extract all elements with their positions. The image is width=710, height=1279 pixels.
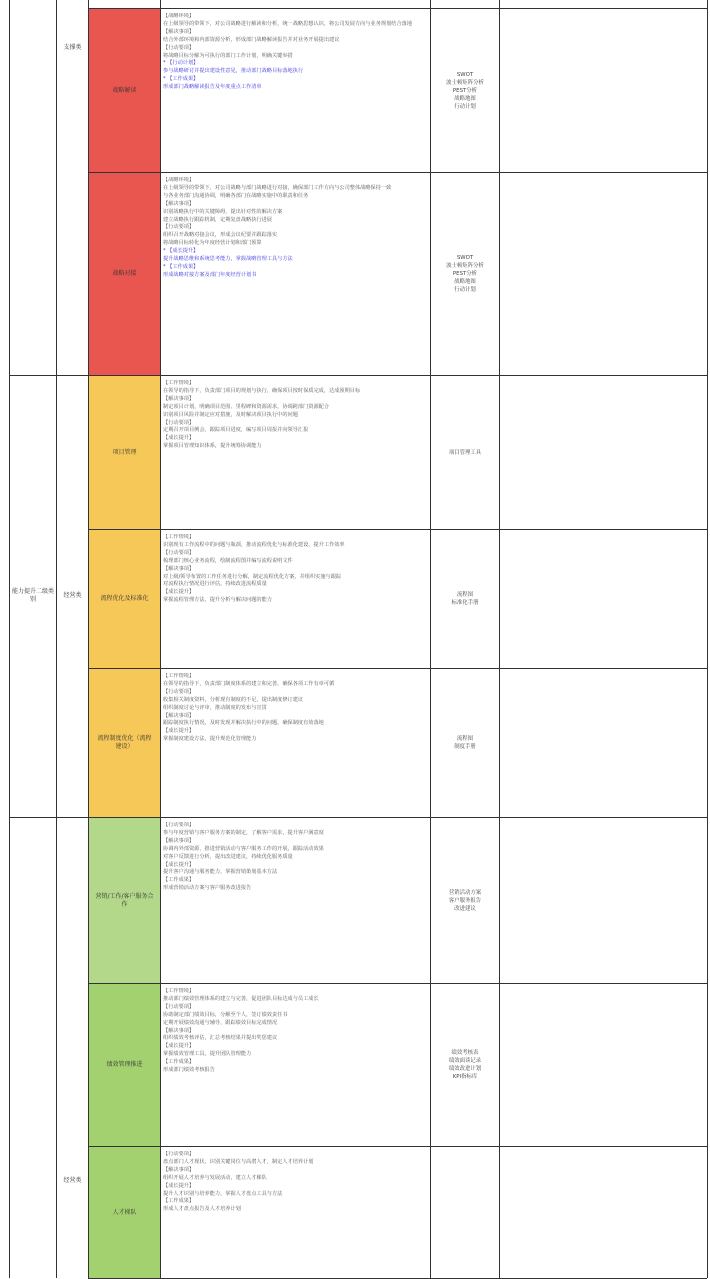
outcome-item: 战略地图 <box>454 279 476 285</box>
outcome-item: 绩效考核表 <box>451 1050 479 1056</box>
description-cell <box>163 988 427 1144</box>
group-label: 能力提升二级类别 <box>11 588 54 603</box>
description-line: 定期召开项目例会，跟踪项目进度，编写项目周报并向领导汇报 <box>163 427 309 434</box>
description-cell <box>163 534 427 666</box>
description-line: 跟踪制度执行情况，及时发现并解决执行中的问题，确保制度有效落地 <box>163 720 324 727</box>
highlight-line: * 【工作成果】 <box>163 76 199 83</box>
description-line: 【行动要项】 <box>163 1151 195 1157</box>
outcome-cell <box>432 669 498 817</box>
description-line: 掌握项目管理知识体系，提升统筹协调能力 <box>163 443 262 450</box>
highlight-line: 形成战略对接方案及部门年度经营计划书 <box>163 271 257 278</box>
sub-category-label: 经营类 <box>63 592 82 599</box>
description-line: 协调内外部资源，推进营销活动与客户服务工作的开展，跟踪活动效果 <box>163 845 324 852</box>
grid-row-line <box>88 1146 707 1147</box>
description-line: 【工作情境】 <box>163 673 195 679</box>
description-line: 【成长提升】 <box>163 1043 195 1050</box>
sub-category-label: 支撑类 <box>63 44 82 51</box>
outcome-item: 流程图 <box>456 736 474 742</box>
description-line: 【解决事项】 <box>163 712 195 719</box>
description-line: 提升客户沟通与服务能力，掌握营销策划基本方法 <box>163 869 278 876</box>
competency-cell: 战略解读 <box>89 9 160 172</box>
description-line: 【成长提升】 <box>163 728 195 735</box>
description-cell <box>163 673 427 815</box>
outcome-list <box>452 591 479 607</box>
highlight-line: * 【工作成果】 <box>163 263 199 270</box>
outcome-cell <box>432 173 498 375</box>
description-line: 与各业务部门沟通协调，明确各部门在战略实施中的职责和任务 <box>163 192 309 199</box>
outcome-item: PEST分析 <box>452 87 478 94</box>
grid-row-line <box>88 529 707 530</box>
highlight-line: 形成部门战略解读报告及年度重点工作清单 <box>163 84 262 91</box>
outcome-list <box>454 735 476 751</box>
outcome-item: SWOT <box>456 71 474 78</box>
outcome-item: 绩效面谈记录 <box>448 1058 482 1064</box>
outcome-item: 项目管理工具 <box>448 449 482 456</box>
outcome-cell <box>432 9 498 172</box>
outcome-list <box>446 254 484 294</box>
description-line: 建立战略执行跟踪机制，定期复盘战略执行进展 <box>163 216 272 223</box>
description-line: 【解决事项】 <box>163 1166 195 1173</box>
sub-category-label: 经营类 <box>63 1177 82 1184</box>
description-line: 形成营销活动方案与客户服务改进报告 <box>163 885 252 892</box>
grid-column-line <box>707 0 708 1278</box>
competency-cell: 战略对接 <box>89 173 160 375</box>
outcome-item: 行动计划 <box>454 287 476 293</box>
grid-row-line <box>88 983 707 984</box>
competency-cell: 流程优化及标准化 <box>89 530 160 668</box>
description-line: 【行动要项】 <box>163 224 195 231</box>
description-line: 掌握流程管理方法，提升分析与解决问题的能力 <box>163 597 272 604</box>
description-line: 组织制度讨论与评审，推动制度的发布与宣贯 <box>163 704 267 711</box>
description-line: 将战略目标分解为可执行的部门工作计划，明确关键举措 <box>163 52 293 59</box>
outcome-item: 改进建议 <box>454 905 476 912</box>
outcome-item: 波士顿矩阵分析 <box>446 79 484 86</box>
outcome-item: PEST分析 <box>452 271 478 277</box>
description-line: 形成人才盘点报告及人才培养计划 <box>163 1206 241 1213</box>
description-line: 【战略环境】 <box>163 177 195 183</box>
description-line: 【工作情境】 <box>163 380 195 386</box>
description-line: 【解决事项】 <box>163 565 195 572</box>
description-line: 制定项目计划，明确项目范围、里程碑和资源需求，协调跨部门资源配合 <box>163 403 330 410</box>
outcome-item: 战略地图 <box>454 95 476 102</box>
highlight-line: * 【成长提升】 <box>163 248 199 255</box>
outcome-list <box>449 1049 481 1081</box>
outcome-cell <box>432 818 498 983</box>
highlight-line: * 【行动计划】 <box>163 60 199 67</box>
description-line: 【行动要项】 <box>163 688 195 695</box>
description-line: 【战略环境】 <box>163 13 195 19</box>
description-line: 参与年度营销与客户服务方案的制定，了解客户需求，提升客户满意度 <box>163 829 324 836</box>
description-line: 【行动要项】 <box>163 1003 195 1010</box>
competency-cell: 营销/工作/客户服务合作 <box>89 818 160 983</box>
outcome-list <box>449 449 481 457</box>
grid-column-line <box>160 0 161 1278</box>
outcome-cell <box>432 530 498 668</box>
outcome-item: 制度手册 <box>454 744 476 750</box>
description-cell <box>163 177 427 373</box>
description-line: 盘点部门人才现状，识别关键岗位与高潜人才，制定人才培养计划 <box>163 1158 314 1165</box>
description-line: 【成长提升】 <box>163 1182 195 1189</box>
description-line: 【解决事项】 <box>163 1027 195 1034</box>
description-line: 【行动要项】 <box>163 44 195 51</box>
description-line: 掌握制度建设方法，提升规范化管理能力 <box>163 736 257 743</box>
description-line: 【行动要项】 <box>163 822 195 828</box>
description-line: 对上级/领导布置的工作任务进行分解，制定流程优化方案，并组织实施与跟踪 <box>163 573 342 580</box>
description-line: 结合外部环境和内部资源分析，形成部门战略解读报告并对业务开展提出建议 <box>163 36 340 43</box>
description-line: 在领导的指导下，负责部门项目的规划与执行，确保项目按时保质完成，达成预期目标 <box>163 387 361 394</box>
description-line: 协助制定部门绩效目标，分解至个人，签订绩效责任书 <box>163 1011 288 1018</box>
outcome-item: 绩效改进计划 <box>448 1066 482 1072</box>
description-cell <box>163 13 427 170</box>
description-line: 掌握绩效管理工具，提升团队管理能力 <box>163 1051 252 1058</box>
grid-row-line <box>88 668 707 669</box>
description-cell <box>163 380 427 527</box>
description-line: 【工作情境】 <box>163 534 195 540</box>
description-line: 【解决事项】 <box>163 395 195 402</box>
description-line: 【工作成果】 <box>163 877 195 884</box>
description-line: 在上级领导的带领下，对公司战略进行解读和分析，统一战略思想认识，将公司发展方向与业务规划结合落地 <box>163 20 413 27</box>
description-line: 在领导的指导下，负责部门制度体系的建立和完善，确保各项工作有章可循 <box>163 680 335 687</box>
outcome-item: 行动计划 <box>454 103 476 110</box>
description-line: 【工作成果】 <box>163 1059 195 1066</box>
outcome-cell <box>432 984 498 1146</box>
competency-cell: 流程制度优化（流程建设） <box>89 669 160 817</box>
grid-row-line <box>88 172 707 173</box>
description-line: 【成长提升】 <box>163 435 195 442</box>
description-cell <box>163 822 427 981</box>
outcome-cell <box>432 376 498 529</box>
description-line: 推动部门绩效管理体系的建立与完善，促进团队目标达成与员工成长 <box>163 995 319 1002</box>
outcome-item: 客户服务报告 <box>448 897 482 904</box>
description-line: 识别现有工作流程中的问题与瓶颈，推动流程优化与标准化建设，提升工作效率 <box>163 541 345 548</box>
description-line: 组织开展人才培养与发展活动，建立人才梯队 <box>163 1174 267 1181</box>
description-line: 对流程执行情况进行评估，持续改进流程质量 <box>163 581 267 588</box>
outcome-item: 营销活动方案 <box>448 889 482 896</box>
description-line: 【成长提升】 <box>163 861 195 868</box>
description-line: 组织绩效考核评估，汇总考核结果并提出奖惩建议 <box>163 1035 278 1042</box>
description-line: 【解决事项】 <box>163 28 195 35</box>
outcome-list <box>446 71 484 111</box>
highlight-line: 提升战略思维和系统思考能力，掌握战略管理工具与方法 <box>163 256 293 263</box>
outcome-cell <box>432 1147 498 1278</box>
description-line: 收集相关制度资料，分析现有制度的不足，提出制度修订建议 <box>163 696 304 703</box>
description-line: 识别项目风险并制定应对措施，及时解决项目执行中的问题 <box>163 411 298 418</box>
grid-column-line <box>499 0 500 1278</box>
description-line: 对客户反馈进行分析，提出改进建议，持续优化服务质量 <box>163 853 293 860</box>
grid-column-line <box>430 0 431 1278</box>
grid-row-line <box>88 8 707 9</box>
description-line: 【解决事项】 <box>163 200 195 207</box>
description-line: 【解决事项】 <box>163 837 195 844</box>
description-line: 【成长提升】 <box>163 589 195 596</box>
description-line: 将战略目标转化为年度经营计划和部门预算 <box>163 240 262 247</box>
description-line: 【行动要项】 <box>163 549 195 556</box>
description-cell <box>163 1151 427 1276</box>
description-line: 提升人才识别与培养能力，掌握人才盘点工具与方法 <box>163 1190 283 1197</box>
highlight-line: 参与战略研讨并提出建设性意见，推动部门战略目标落地执行 <box>163 68 304 75</box>
outcome-item: KPI指标库 <box>452 1074 478 1080</box>
description-line: 形成部门绩效考核报告 <box>163 1067 215 1074</box>
description-line: 【工作情境】 <box>163 988 195 994</box>
outcome-item: 标准化手册 <box>451 600 479 606</box>
competency-cell: 人才梯队 <box>89 1147 160 1278</box>
description-line: 【行动要项】 <box>163 419 195 426</box>
outcome-item: 波士顿矩阵分析 <box>446 263 484 269</box>
competency-cell: 项目管理 <box>89 376 160 529</box>
outcome-list <box>449 889 481 913</box>
description-line: 识别战略执行中的关键障碍，提出针对性的解决方案 <box>163 208 283 215</box>
competency-cell: 绩效管理推进 <box>89 984 160 1146</box>
description-line: 【工作成果】 <box>163 1198 195 1205</box>
description-line: 定期开展绩效沟通与辅导，跟踪绩效目标完成情况 <box>163 1019 278 1026</box>
description-line: 在上级领导的带领下，对公司战略与部门战略进行对接，确保部门工作方向与公司整体战略保持一致 <box>163 184 392 191</box>
description-line: 梳理部门核心业务流程，绘制流程图并编写流程说明文件 <box>163 557 293 564</box>
description-line: 组织召开战略对接会议，形成会议纪要并跟踪落实 <box>163 232 278 239</box>
outcome-item: SWOT <box>456 255 474 261</box>
outcome-item: 流程图 <box>456 592 474 598</box>
